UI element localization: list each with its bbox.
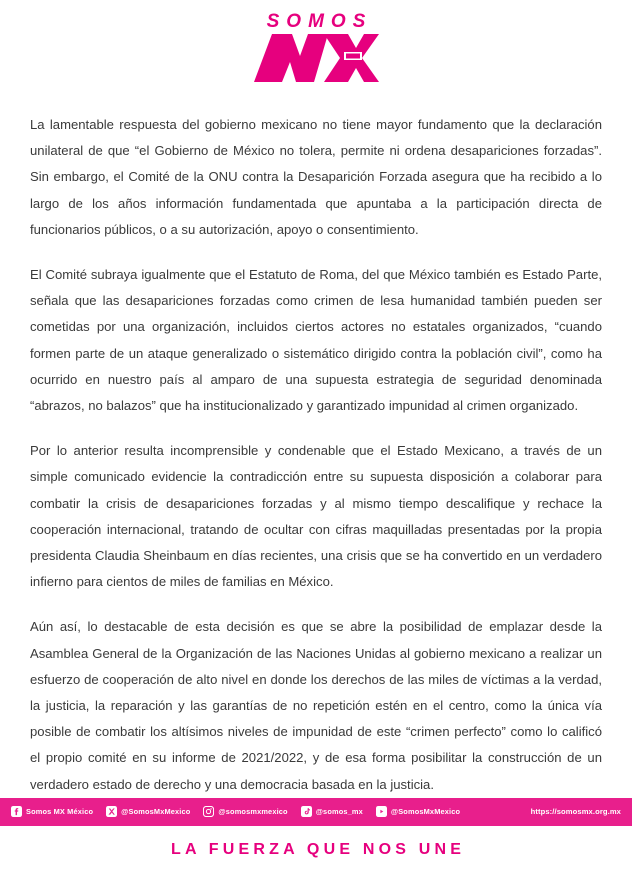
- facebook-icon: [11, 806, 22, 817]
- x-twitter-icon: [106, 806, 117, 817]
- statement-body: [0, 112, 632, 798]
- youtube-icon: [376, 806, 387, 817]
- facebook-handle: Somos MX México: [26, 807, 94, 817]
- tagline-text: LA FUERZA QUE NOS UNE: [171, 841, 466, 859]
- logo-mx-mark: [252, 32, 380, 84]
- instagram-handle: @somosmxmexico: [218, 807, 288, 817]
- paragraph-2: El Comité subraya igualmente que el Estatuto de Roma, del que México también es Estado Parte, señala que las desapariciones forzadas como crimen de lesa humanidad también pueden ser cometidas por una organización, incluidos ciertos actores no estatales organizados, “cuando formen parte de un ataque generalizado o sistemático dirigido contra la población civil”, como ha ocurrido en nuestro país al amparo de una supuesta estrategia de seguridad denominada “abrazos, no balazos” que ha institucionalizado y garantizado impunidad al crimen organizado.: [30, 267, 602, 414]
- social-links-group: [11, 806, 460, 817]
- social-link-instagram[interactable]: [203, 806, 287, 817]
- document-header: [0, 0, 632, 112]
- paragraph-3: Por lo anterior resulta incomprensible y condenable que el Estado Mexicano, a través de un simple comunicado evidencie la contradicción entre su supuesta disposición a colaborar para combatir la crisis de desapariciones forzadas y al mismo tiempo descalifique y rechace la cooperación internacional, tratando de ocultar con cifras maquilladas presentadas por la propia presidenta Claudia Sheinbaum en días recientes, una crisis que se ha convertido en un verdadero infierno para cientos de miles de familias en México.: [30, 443, 602, 590]
- paragraph-4: Aún así, lo destacable de esta decisión es que se abre la posibilidad de emplazar desde la Asamblea General de la Organización de las Naciones Unidas al gobierno mexicano a realizar un esfuerzo de cooperación de alto nivel en donde los derechos de las miles de víctimas a la verdad, la justicia, la reparación y las garantías de no repetición estén en el centro, como la única vía posible de combatir los altísimos niveles de impunidad de este “crimen perfecto” como lo calificó el propio comité en su informe de 2021/2022, y de esa forma posibilitar la construcción de un verdadero estado de derecho y una democracia basada en la justicia.: [30, 619, 602, 792]
- social-link-x[interactable]: [106, 806, 190, 817]
- logo-somos-text: SOMOS: [266, 11, 373, 32]
- paragraph-1: La lamentable respuesta del gobierno mexicano no tiene mayor fundamento que la declaración unilateral de que “el Gobierno de México no tolera, permite ni ordena desapariciones forzadas”. Sin embargo, el Comité de la ONU contra la Desaparición Forzada asegura que ha recibido a lo largo de los años información fundamentada que apuntaba a la participación directa de funcionarios públicos, o a su autorización, apoyo o consentimiento.: [30, 117, 602, 237]
- social-link-tiktok[interactable]: [301, 806, 363, 817]
- tiktok-icon: [301, 806, 312, 817]
- tiktok-handle: @somos_mx: [315, 807, 363, 817]
- social-link-facebook[interactable]: [11, 806, 93, 817]
- instagram-icon: [203, 806, 214, 817]
- youtube-handle: @SomosMxMexico: [390, 807, 461, 817]
- social-footer-bar: [0, 798, 632, 826]
- somos-mx-logo: [252, 12, 380, 84]
- tagline-area: [0, 826, 632, 875]
- website-url[interactable]: https://somosmx.org.mx: [530, 807, 621, 817]
- x-handle: @SomosMxMexico: [121, 807, 191, 817]
- social-link-youtube[interactable]: [376, 806, 460, 817]
